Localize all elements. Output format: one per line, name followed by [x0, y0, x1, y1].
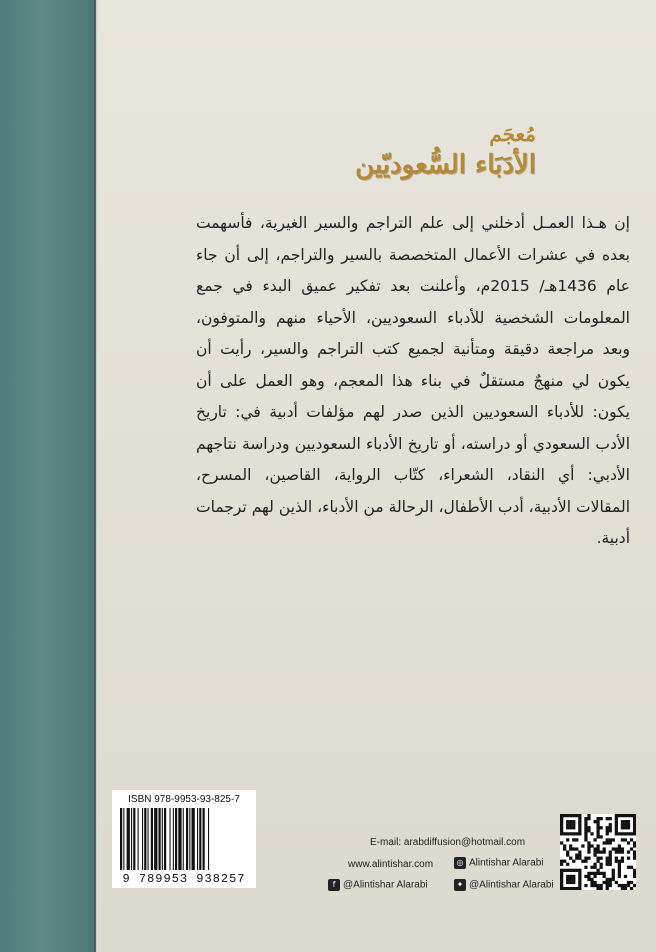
- title-line-2: الأدَبَاء السُّعوديّين: [355, 150, 536, 180]
- twitter-label: @Alintishar Alarabi: [469, 879, 554, 891]
- blurb-text: إن هـذا العمـل أدخلني إلى علم التراجم والسير الغيرية، فأسهمت بعده في عشرات الأعمال المتخصصة بالسير والتراجم، إلى أن جاء عام 1436هـ/ 2015م، وأعلنت بعد تفكير عميق البدء في جمع المعلومات الشخصية للأدباء السعوديين، الأحياء منهم والمتوفون، وبعد مراجعة دقيقة ومتأنية لجميع كتب التراجم والسير، رأيت أن يكون لي منهجٌ مستقلٌ في بناء هذا المعجم، وهو العمل على أن يكون: للأدباء السعوديين الذين صدر لهم مؤلفات أدبية في: تاريخ الأدب السعودي أو دراسته، أو تاريخ الأدباء السعوديين ودراسة نتاجهم الأدبي: أي النقاد، الشعراء، كتّاب الرواية، القاصين، المسرح، المقالات الأدبية، أدب الأطفال، الرحالة من الأدباء، الذين لهم ترجمات أدبية.: [196, 214, 630, 547]
- instagram-label: Alintishar Alarabi: [469, 857, 544, 869]
- title-line-1: مُعجَم: [489, 122, 536, 146]
- book-spine: [0, 0, 96, 952]
- barcode-bars: [118, 808, 250, 870]
- qr-code[interactable]: [560, 814, 636, 890]
- isbn-label: ISBN 978-9953-93-825-7: [128, 794, 240, 805]
- twitter-handle[interactable]: [454, 879, 554, 891]
- facebook-icon: f: [328, 879, 340, 891]
- website-link[interactable]: www.alintishar.com: [348, 859, 434, 870]
- isbn-digits: 9 789953 938257: [122, 872, 246, 886]
- book-title: [355, 120, 536, 182]
- instagram-handle[interactable]: [454, 857, 543, 869]
- twitter-icon: ✦: [454, 879, 466, 891]
- email-address[interactable]: E-mail: arabdiffusion@hotmail.com: [370, 837, 526, 848]
- instagram-icon: ◎: [454, 857, 466, 869]
- facebook-handle[interactable]: [328, 879, 428, 891]
- isbn-barcode: [112, 790, 256, 888]
- facebook-label: @Alintishar Alarabi: [343, 879, 428, 891]
